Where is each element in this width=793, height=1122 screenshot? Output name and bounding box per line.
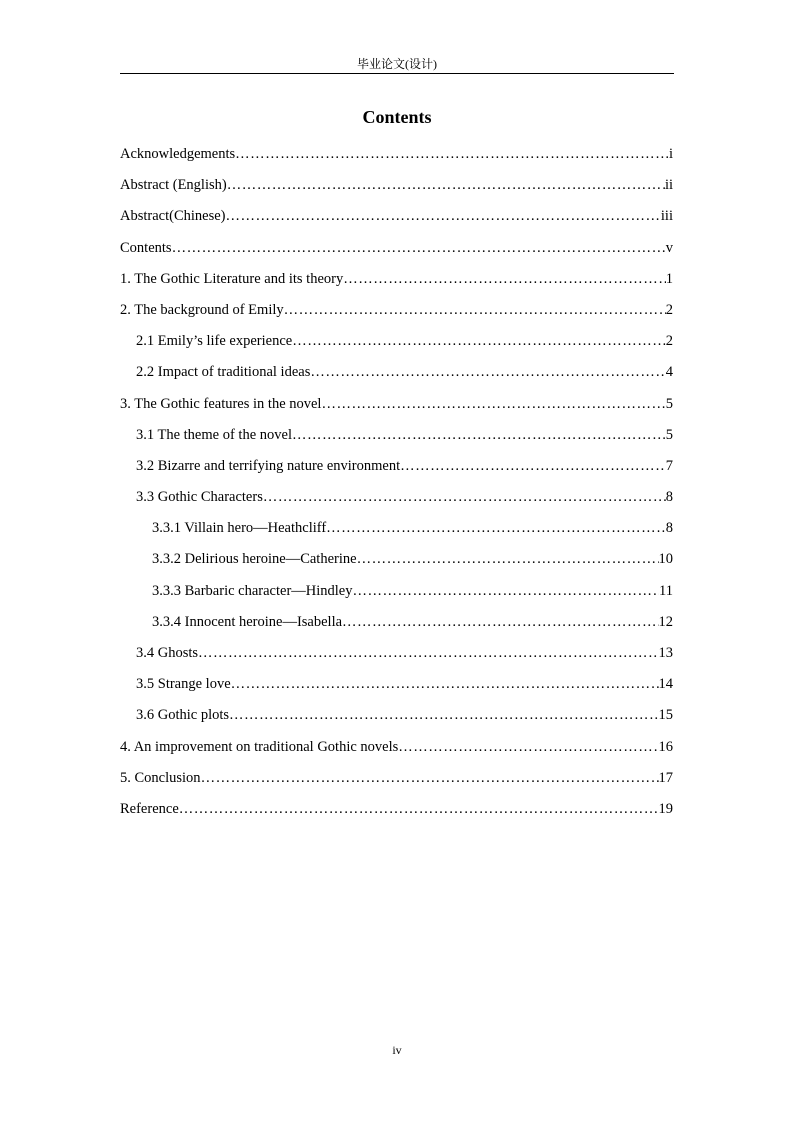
toc-entry-section-3-6[interactable]	[120, 704, 673, 735]
toc-entry-page: 16	[658, 738, 673, 755]
toc-entry-label: 3.1 The theme of the novel	[136, 426, 292, 443]
toc-entry-page: 11	[659, 582, 673, 599]
toc-entry-reference[interactable]	[120, 798, 673, 829]
toc-dot-leader	[343, 268, 666, 290]
toc-entry-label: 3.3.1 Villain hero—Heathcliff	[152, 520, 327, 537]
toc-dot-leader	[310, 361, 665, 383]
toc-entry-label: 3. The Gothic features in the novel	[120, 395, 322, 412]
header-divider	[120, 73, 674, 74]
toc-entry-label: Contents	[120, 239, 172, 256]
toc-entry-section-2-2[interactable]	[120, 361, 673, 392]
toc-entry-label: 2.2 Impact of traditional ideas	[136, 364, 311, 381]
toc-dot-leader	[398, 736, 658, 758]
toc-entry-page: 10	[658, 551, 673, 568]
toc-entry-page: 8	[665, 520, 673, 537]
toc-entry-page: i	[668, 146, 673, 162]
toc-entry-label: 2. The background of Emily	[120, 301, 284, 318]
toc-dot-leader	[357, 548, 659, 570]
toc-entry-acknowledgements[interactable]	[120, 143, 673, 174]
toc-entry-section-2-1[interactable]	[120, 330, 673, 361]
toc-entry-section-3-4[interactable]	[120, 642, 673, 673]
toc-dot-leader	[400, 455, 666, 477]
toc-dot-leader	[198, 642, 658, 664]
page-title: Contents	[362, 107, 432, 127]
toc-dot-leader	[179, 798, 659, 820]
toc-entry-label: 2.1 Emily’s life experience	[136, 333, 293, 350]
page-number: iv	[392, 1043, 402, 1057]
toc-entry-section-3-3-4[interactable]	[120, 611, 673, 642]
toc-entry-page: ii	[664, 177, 673, 194]
toc-entry-section-3-3[interactable]	[120, 486, 673, 517]
toc-entry-label: Reference	[120, 800, 179, 817]
running-header: 毕业论文(设计)	[357, 57, 437, 71]
toc-entry-section-3-2[interactable]	[120, 455, 673, 486]
toc-entry-label: Acknowledgements	[120, 146, 236, 162]
toc-entry-page: 13	[658, 645, 673, 661]
toc-entry-section-3-5[interactable]	[120, 673, 673, 704]
toc-dot-leader	[226, 205, 661, 227]
toc-entry-page: 5	[665, 426, 673, 443]
toc-entry-chapter-5[interactable]	[120, 767, 673, 798]
toc-entry-page: 15	[658, 707, 673, 724]
toc-entry-label: 3.3.4 Innocent heroine—Isabella	[152, 613, 343, 630]
toc-dot-leader	[235, 143, 669, 165]
toc-entry-section-3-3-1[interactable]	[120, 517, 673, 548]
toc-entry-label: 3.6 Gothic plots	[136, 707, 230, 724]
toc-entry-label: 3.3.3 Barbaric character—Hindley	[152, 582, 353, 599]
toc-dot-leader	[326, 517, 666, 539]
toc-entry-contents[interactable]	[120, 237, 673, 268]
toc-entry-page: 1	[665, 270, 673, 287]
toc-entry-section-3-3-2[interactable]	[120, 548, 673, 579]
toc-entry-chapter-1[interactable]	[120, 268, 673, 299]
toc-dot-leader	[231, 673, 659, 695]
toc-entry-page: 12	[658, 613, 673, 630]
toc-entry-label: 3.4 Ghosts	[136, 645, 199, 661]
toc-entry-section-3-3-3[interactable]	[120, 580, 673, 611]
toc-entry-section-3-1[interactable]	[120, 424, 673, 455]
toc-dot-leader	[321, 393, 665, 415]
toc-entry-label: 3.3 Gothic Characters	[136, 489, 263, 506]
toc-dot-leader	[201, 767, 659, 789]
toc-entry-page: 2	[665, 301, 673, 318]
toc-entry-label: Abstract (English)	[120, 177, 227, 194]
toc-dot-leader	[292, 424, 666, 446]
toc-entry-page: 2	[665, 333, 673, 350]
toc-entry-page: 4	[665, 364, 673, 381]
toc-entry-page: v	[665, 239, 673, 256]
toc-dot-leader	[263, 486, 666, 508]
toc-entry-label: 1. The Gothic Literature and its theory	[120, 270, 344, 287]
toc-entry-chapter-3[interactable]	[120, 393, 673, 424]
toc-dot-leader	[229, 704, 658, 726]
toc-entry-label: 3.5 Strange love	[136, 676, 231, 693]
toc-entry-abstract-chinese[interactable]	[120, 205, 673, 236]
toc-entry-label: 4. An improvement on traditional Gothic novels	[120, 738, 399, 755]
toc-entry-label: 3.3.2 Delirious heroine—Catherine	[152, 551, 357, 568]
toc-dot-leader	[292, 330, 666, 352]
toc-dot-leader	[227, 174, 665, 196]
toc-entry-label: 5. Conclusion	[120, 769, 201, 786]
toc-entry-page: 7	[665, 457, 673, 474]
toc-entry-chapter-2[interactable]	[120, 299, 673, 330]
toc-dot-leader	[342, 611, 658, 633]
toc-entry-page: 5	[665, 395, 673, 412]
toc-dot-leader	[172, 237, 666, 259]
toc-dot-leader	[284, 299, 666, 321]
table-of-contents	[120, 143, 673, 829]
toc-entry-abstract-english[interactable]	[120, 174, 673, 205]
toc-entry-label: 3.2 Bizarre and terrifying nature environment	[136, 457, 401, 474]
toc-entry-page: 17	[658, 769, 673, 786]
toc-entry-page: 8	[665, 489, 673, 506]
toc-entry-page: 19	[658, 800, 673, 817]
toc-entry-page: iii	[660, 208, 673, 225]
toc-entry-page: 14	[658, 676, 673, 693]
toc-dot-leader	[353, 580, 660, 602]
toc-entry-label: Abstract(Chinese)	[120, 208, 226, 225]
toc-entry-chapter-4[interactable]	[120, 736, 673, 767]
